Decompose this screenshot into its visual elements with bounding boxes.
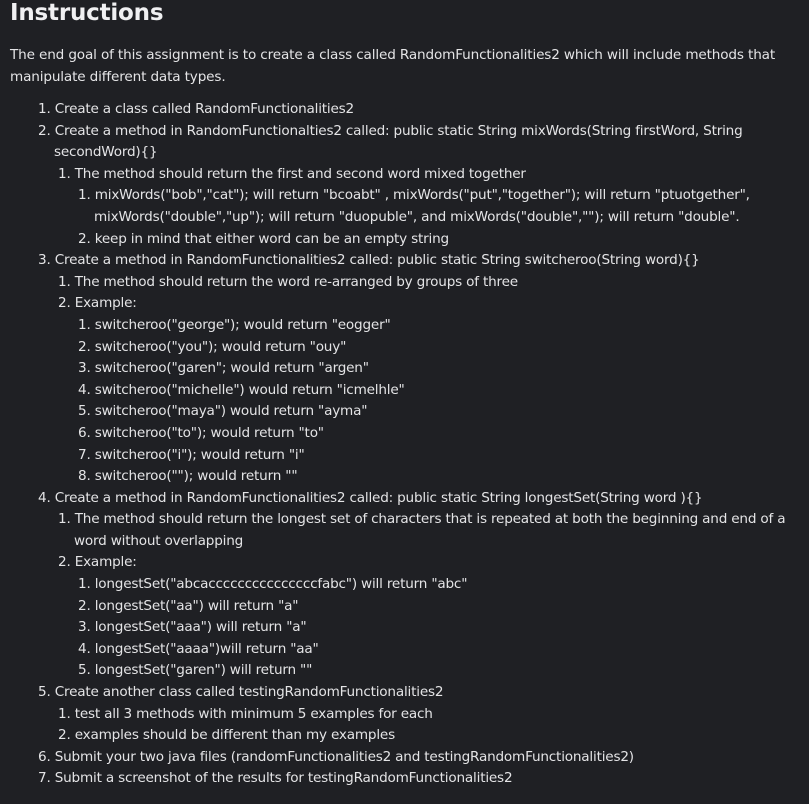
list-item: 2. Example: 1. switcheroo("george"); would return "eogger" 2. switcheroo("you"); would return "ouy" 3. switcheroo("garen"; would return "argen" 4. switcheroo("michelle") would return "icmelhle" 5. switcheroo("maya") would return "ayma" 6. switcheroo("to"); would return "to" 7. switcheroo("i"); would return "i" 8. switcheroo(""); would return "" [54,293,799,487]
list-item: 2. keep in mind that either word can be an empty string [78,230,449,247]
list-item: 5. switcheroo("maya") would return "ayma" [78,403,368,420]
list-item: 6. switcheroo("to"); would return "to" [78,424,324,441]
list-item: 2. longestSet("aa") will return "a" [78,597,299,614]
list-item: 1. test all 3 methods with minimum 5 examples for each [58,705,433,722]
sub-list [74,574,799,682]
list-item: 1. mixWords("bob","cat"); will return "bcoabt" , mixWords("put","together"); will return "ptuotgether", mixWords("double","up"); will return "duopuble", and mixWords("double",""); will return "double". [78,187,750,225]
list-item: 2. Example: 1. longestSet("abcacccccccccccccccfabc") will return "abc" 2. longestSet("aa") will return "a" 3. longestSet("aaa") will return "a" 4. longestSet("aaaa")will return "aa" 5. longestSet("garen") will return "" [54,552,799,682]
sub-list [54,509,799,682]
sub-list [54,272,799,488]
list-item: 1. Create a class called RandomFunctionalities2 [38,101,354,117]
list-item: 5. Create another class called testingRandomFunctionalities2 1. test all 3 methods with minimum 5 examples for each 2. examples should be different than my examples [10,682,799,747]
list-item: 7. Submit a screenshot of the results for testingRandomFunctionalities2 [38,770,513,787]
list-item: 1. switcheroo("george"); would return "eogger" [78,316,391,333]
list-item: 2. examples should be different than my examples [58,727,395,744]
list-item: 1. The method should return the longest set of characters that is repeated at both the beginning and end of a word without overlapping [58,511,786,549]
list-item: 8. switcheroo(""); would return "" [78,468,298,485]
sub-list [74,185,799,250]
list-item: 4. Create a method in RandomFunctionalities2 called: public static String longestSet(String word ){} 1. The method should return the longest set of characters that is repeated at both the beginning and end of a word without overlapping 2. Example: 1. longestSet("abcacccccccccccccccfabc") will return "abc" 2. longestSet("aa") will return "a" 3. longestSet("aaa") will return "a" 4. longestSet("aaaa")will return "aa" 5. longestSet("garen") will return "" [10,488,799,682]
list-item: 3. longestSet("aaa") will return "a" [78,619,307,636]
list-item: 3. Create a method in RandomFunctionalities2 called: public static String switcheroo(String word){} 1. The method should return the word re-arranged by groups of three 2. Example: 1. switcheroo("george"); would return "eogger" 2. switcheroo("you"); would return "ouy" 3. switcheroo("garen"; would return "argen" 4. switcheroo("michelle") would return "icmelhle" 5. switcheroo("maya") would return "ayma" 6. switcheroo("to"); would return "to" 7. switcheroo("i"); would return "i" 8. switcheroo(""); would return "" [10,250,799,488]
list-item: 2. Create a method in RandomFunctionalties2 called: public static String mixWords(String firstWord, String secondWord){} 1. The method should return the first and second word mixed together 1. mixWords("bob","cat"); will return "bcoabt" , mixWords("put","together"); will return "ptuotgether", mixWords("double","up"); will return "duopuble", and mixWords("double",""); will return "double". 2. keep in mind that either word can be an empty string [10,121,799,251]
list-item: 2. switcheroo("you"); would return "ouy" [78,338,347,355]
sub-list [54,164,799,250]
list-item: 4. switcheroo("michelle") would return "icmelhle" [78,381,405,398]
sub-list [54,704,799,747]
list-item: 1. longestSet("abcacccccccccccccccfabc") will return "abc" [78,576,468,593]
instruction-list [10,99,799,790]
list-item: 6. Submit your two java files (randomFunctionalities2 and testingRandomFunctionalities2) [38,748,634,765]
list-item: 3. switcheroo("garen"; would return "argen" [78,360,369,377]
list-item: 5. longestSet("garen") will return "" [78,662,313,679]
list-item: 7. switcheroo("i"); would return "i" [78,446,305,463]
list-item: 1. The method should return the first and second word mixed together 1. mixWords("bob","cat"); will return "bcoabt" , mixWords("put","together"); will return "ptuotgether", mixWords("double","up"); will return "duopuble", and mixWords("double",""); will return "double". 2. keep in mind that either word can be an empty string [54,164,799,250]
intro-paragraph: The end goal of this assignment is to create a class called RandomFunctionalities2 which will include methods that manipulate different data types. [10,47,776,85]
page-title: Instructions [10,0,164,26]
sub-list [74,315,799,488]
list-item: 1. The method should return the word re-arranged by groups of three [58,273,518,290]
list-item: 4. longestSet("aaaa")will return "aa" [78,640,319,657]
